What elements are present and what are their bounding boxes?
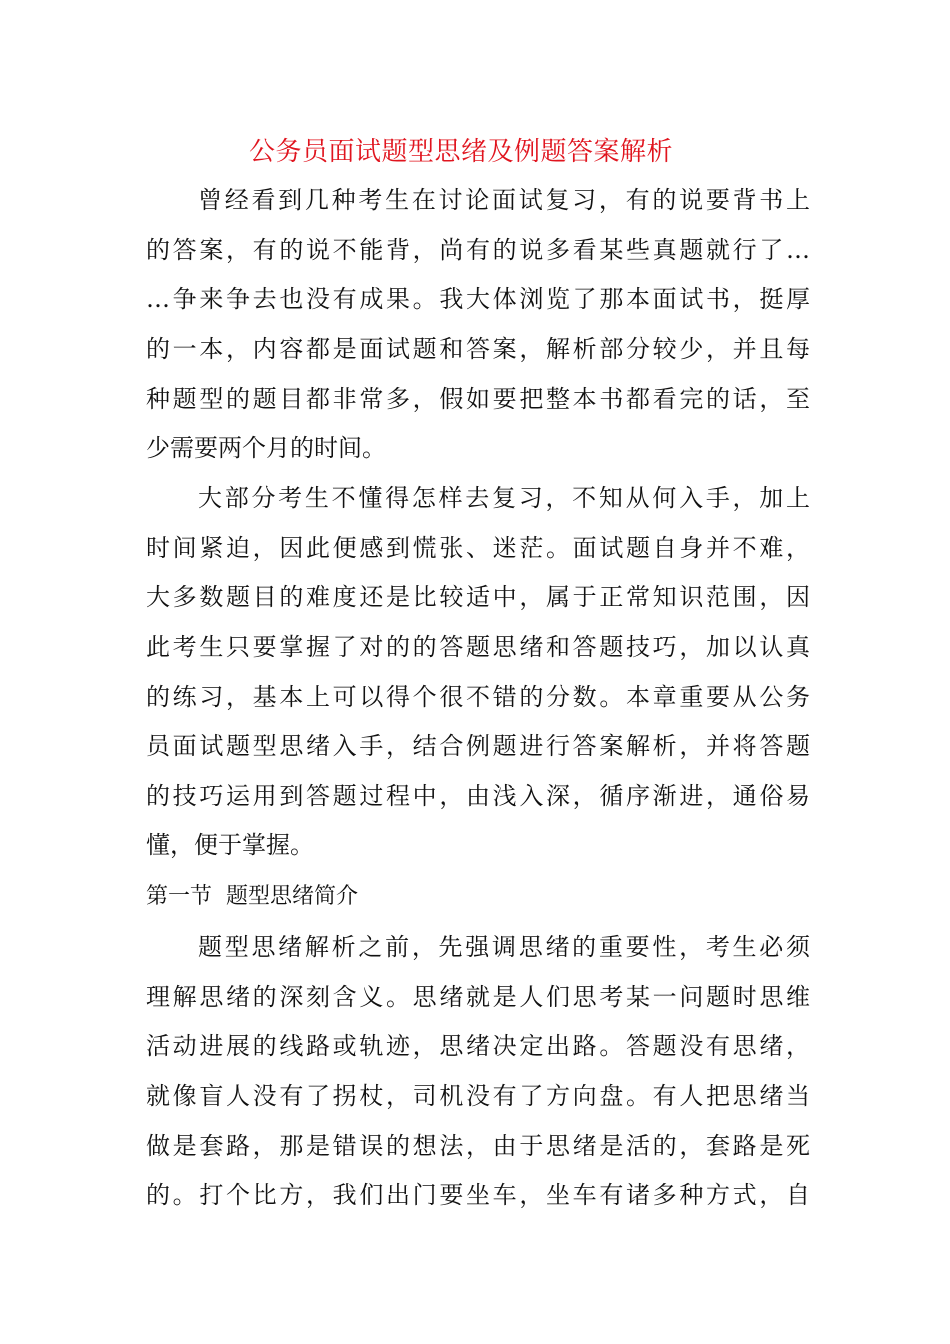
section-heading: 第一节 题型思绪简介 bbox=[146, 884, 358, 909]
paragraph-1-line: 的答案，有的说不能背，尚有的说多看某些真题就行了… bbox=[146, 236, 810, 264]
paragraph-1-line: …争来争去也没有成果。我大体浏览了那本面试书，挺厚 bbox=[146, 285, 810, 313]
paragraph-3-line: 的。打个比方，我们出门要坐车，坐车有诸多种方式，自 bbox=[146, 1181, 810, 1209]
paragraph-2-line: 此考生只要掌握了对的的答题思绪和答题技巧，加以认真 bbox=[146, 633, 810, 661]
paragraph-3-line: 理解思绪的深刻含义。思绪就是人们思考某一问题时思维 bbox=[146, 983, 810, 1011]
paragraph-2-line: 的练习，基本上可以得个很不错的分数。本章重要从公务 bbox=[146, 683, 810, 711]
paragraph-3-line: 题型思绪解析之前，先强调思绪的重要性，考生必须 bbox=[198, 933, 810, 961]
paragraph-2-line: 懂，便于掌握。 bbox=[146, 831, 314, 859]
paragraph-2-line: 大多数题目的难度还是比较适中，属于正常知识范围，因 bbox=[146, 583, 810, 611]
paragraph-2-line: 员面试题型思绪入手，结合例题进行答案解析，并将答题 bbox=[146, 732, 810, 760]
paragraph-1-line: 的一本，内容都是面试题和答案，解析部分较少，并且每 bbox=[146, 335, 810, 363]
paragraph-2-line: 时间紧迫，因此便感到慌张、迷茫。面试题自身并不难， bbox=[146, 534, 810, 562]
paragraph-2-line: 的技巧运用到答题过程中，由浅入深，循序渐进，通俗易 bbox=[146, 782, 810, 810]
paragraph-3-line: 就像盲人没有了拐杖，司机没有了方向盘。有人把思绪当 bbox=[146, 1082, 810, 1110]
document-title: 公务员面试题型思绪及例题答案解析 bbox=[248, 137, 673, 167]
paragraph-1-line: 少需要两个月的时间。 bbox=[146, 434, 386, 462]
paragraph-3-line: 活动进展的线路或轨迹，思绪决定出路。答题没有思绪， bbox=[146, 1032, 810, 1060]
paragraph-2-line: 大部分考生不懂得怎样去复习，不知从何入手，加上 bbox=[198, 484, 810, 512]
paragraph-1-line: 种题型的题目都非常多，假如要把整本书都看完的话，至 bbox=[146, 385, 810, 413]
paragraph-3-line: 做是套路，那是错误的想法，由于思绪是活的，套路是死 bbox=[146, 1132, 810, 1160]
paragraph-1-line: 曾经看到几种考生在讨论面试复习，有的说要背书上 bbox=[198, 186, 810, 214]
